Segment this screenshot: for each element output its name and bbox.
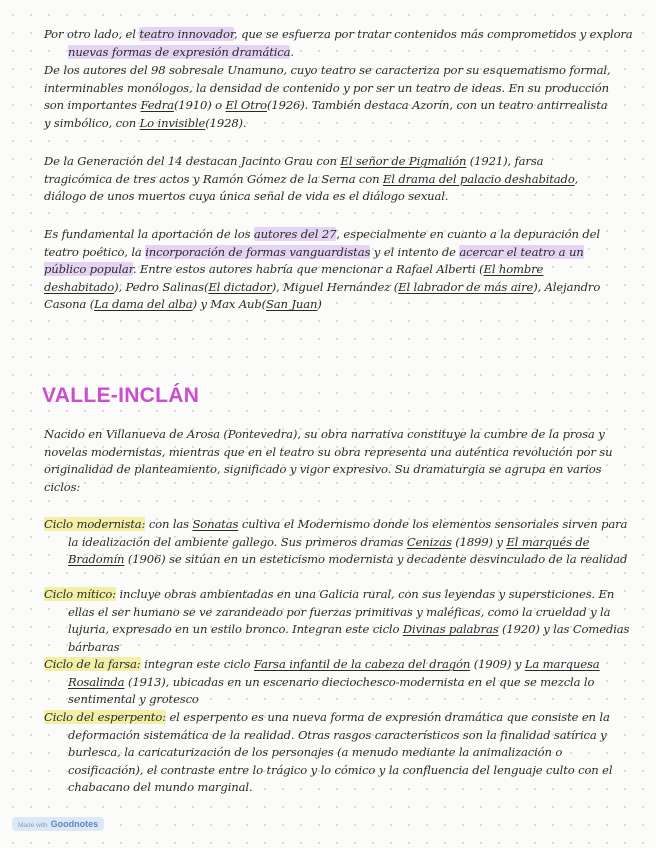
text: (1920) y las Comedias bárbaras [68, 622, 630, 654]
title-san-juan: San Juan [266, 297, 318, 312]
highlight-teatro-innovador: teatro innovador [139, 27, 234, 41]
cycle-farsa [44, 656, 638, 709]
cycle-modernista [44, 516, 638, 569]
text: Es fundamental la aportación de los [44, 227, 254, 241]
text: (1921), farsa tragicómica de tres actos y Ramón Gómez de la Serna con [44, 154, 544, 186]
title-dama-alba: La dama del alba [94, 297, 193, 312]
text: ), Alejandro Casona ( [44, 279, 601, 312]
paragraph-autores-98 [44, 62, 614, 132]
title-marques-bradomin: El marqués de Bradomín [68, 534, 590, 567]
text: . Entre estos autores habría que mencionar a Rafael Alberti ( [132, 262, 484, 277]
text: (1913), ubicadas en un escenario dieciochesco-modernista en el que se mezcla lo sentimental y grotesco [68, 674, 595, 707]
highlight-nuevas-formas: nuevas formas de expresión dramática [68, 44, 291, 59]
cycle-label: Ciclo del esperpento: [44, 710, 166, 724]
title-marquesa-rosalinda: La marquesa Rosalinda [68, 657, 600, 689]
title-el-dictador: El dictador [208, 279, 272, 294]
cycle-label: Ciclo mítico: [44, 587, 116, 601]
title-pigmalion: El señor de Pigmalión [340, 154, 467, 168]
text: ), Miguel Hernández ( [271, 279, 399, 294]
text: (1926). También destaca Azorín, con un teatro antirrealista y simbólico, con [44, 98, 608, 130]
paragraph-teatro-innovador [44, 26, 638, 61]
title-el-otro: El Otro [225, 98, 267, 113]
title-lo-invisible: Lo invisible [139, 115, 206, 130]
text: (1909) y [470, 657, 525, 671]
title-farsa-infantil: Farsa infantil de la cabeza del dragón [253, 657, 471, 671]
badge-brand: Goodnotes [50, 819, 99, 829]
text: incluye obras ambientadas en una Galicia rural, con sus leyendas y supersticiones. En ellas el ser humano se ve zarandeado por fuerzas primitivas y maléficas, como la crueldad y la lujuria, expresado en un estilo bronco. Integran este ciclo [68, 587, 615, 637]
paragraph-autores-27 [44, 226, 614, 314]
cycle-label: Ciclo modernista: [44, 517, 146, 531]
text: (1928). [205, 115, 247, 130]
text: (1910) o [173, 98, 226, 113]
title-fedra: Fedra [140, 98, 174, 113]
text: , que se esfuerza por tratar contenidos más comprometidos y explora [234, 27, 633, 41]
title-sonatas: Sonatas [192, 517, 239, 531]
text: ), Pedro Salinas( [114, 279, 209, 294]
text: (1906) se sitúan en un esteticismo modernista y decadente desvinculado de la realidad [124, 552, 628, 567]
highlight-formas-vanguardistas: incorporación de formas vanguardistas [145, 244, 371, 259]
cycle-esperpento [44, 709, 638, 797]
highlight-autores-27: autores del 27 [253, 227, 337, 241]
title-divinas-palabras: Divinas palabras [402, 622, 499, 637]
badge-prefix: Made with [18, 822, 48, 829]
paragraph-valle-intro: Nacido en Villanueva de Arosa (Pontevedra), su obra narrativa constituye la cumbre de la prosa y novelas modernistas, mientras que en el teatro su obra representa una auténtica revolución por su originalidad de planteamiento, significado y vigor expresivo. Su dramaturgia se agrupa en varios ciclos: [44, 427, 613, 494]
title-cenizas: Cenizas [406, 534, 452, 549]
highlight-publico-popular: acercar el teatro a un público popular [44, 244, 584, 277]
text: (1899) y [451, 534, 507, 549]
text: De la Generación del 14 destacan Jacinto Grau con [44, 154, 341, 168]
text: ) [317, 297, 322, 312]
paragraph-generacion-14 [44, 153, 614, 206]
text: . [290, 44, 294, 59]
text: integran este ciclo [140, 657, 254, 671]
cycle-label: Ciclo de la farsa: [44, 657, 141, 671]
text: y el intento de [370, 244, 460, 259]
goodnotes-badge [12, 817, 104, 831]
title-drama-palacio: El drama del palacio deshabitado [382, 171, 575, 186]
cycle-mitico [44, 586, 638, 656]
text: Por otro lado, el [44, 27, 140, 41]
text: ) y Max Aub( [192, 297, 266, 312]
text: De los autores del 98 sobresale Unamuno, cuyo teatro se caracteriza por su esquematismo formal, interminables monólogos, la densidad de contenido y por ser un teatro de ideas. En su producción son importantes [44, 63, 611, 113]
title-labrador: El labrador de más aire [398, 279, 534, 294]
text: el esperpento es una nueva forma de expresión dramática que consiste en la deformación sistemática de la realidad. Otras rasgos característicos son la finalidad satírica y burlesca, la caricaturización de los personajes (a menudo mediante la animalización o cosificación), el contraste entre lo trágico y lo cómico y la confluencia del lenguaje culto con el chabacano del mundo marginal. [68, 710, 613, 795]
text: cultiva el Modernismo donde los elementos sensoriales sirven para la idealización del ambiente gallego. Sus primeros dramas [68, 517, 628, 549]
title-hombre-deshabitado: El hombre deshabitado [44, 262, 544, 294]
text: , diálogo de unos muertos cuya única señal de vida es el diálogo sexual. [44, 171, 579, 204]
text: con las [145, 517, 193, 531]
text: , especialmente en cuanto a la depuración del teatro poético, la [44, 227, 600, 259]
section-heading: VALLE-INCLÁN [42, 384, 200, 407]
